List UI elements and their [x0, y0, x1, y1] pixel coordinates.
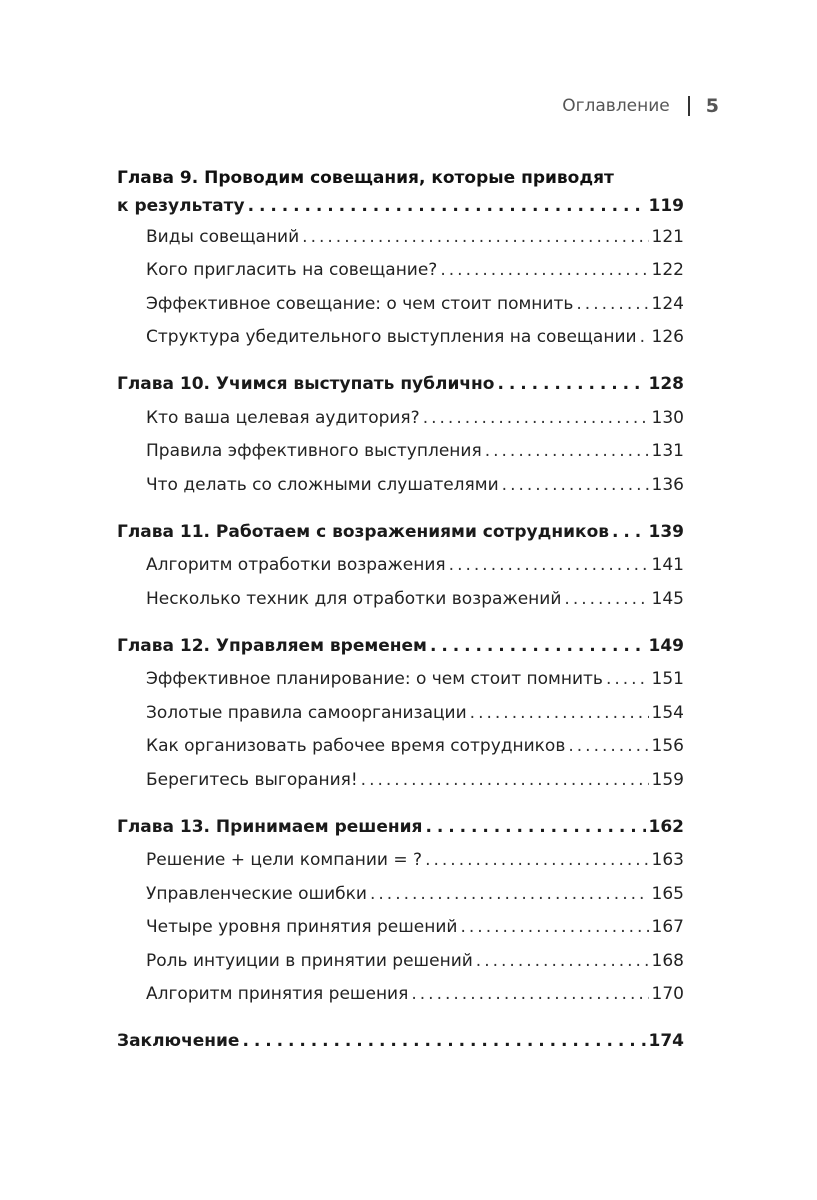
toc-section-title: Кого пригласить на совещание? — [146, 260, 438, 281]
running-head — [562, 95, 719, 117]
toc-section-page: 167 — [651, 917, 684, 938]
dot-leader — [606, 669, 649, 689]
dot-leader — [568, 736, 648, 756]
toc-section-entry[interactable] — [117, 763, 684, 797]
toc-section-title: Берегитесь выгорания! — [146, 769, 358, 790]
toc-section-page: 163 — [651, 850, 684, 871]
toc-section-page: 168 — [651, 950, 684, 971]
dot-leader — [449, 555, 649, 575]
dot-leader — [460, 917, 648, 937]
toc-chapter-block — [117, 164, 684, 354]
toc-section-page: 121 — [651, 226, 684, 247]
toc-chapter-page: 128 — [648, 374, 684, 394]
dot-leader — [425, 850, 648, 870]
dot-leader — [502, 475, 649, 495]
toc-section-title: Структура убедительного выступления на совещании — [146, 327, 637, 348]
running-head-divider — [688, 96, 690, 116]
toc-section-entry[interactable] — [117, 911, 684, 945]
toc-section-entry[interactable] — [117, 401, 684, 435]
dot-leader — [423, 408, 649, 428]
toc-section-title: Несколько техник для отработки возражений — [146, 588, 562, 609]
dot-leader — [242, 1031, 645, 1051]
toc-section-entry[interactable] — [117, 944, 684, 978]
toc-section-page: 154 — [651, 702, 684, 723]
dot-leader — [612, 522, 645, 542]
toc-section-page: 141 — [651, 555, 684, 576]
toc-section-title: Алгоритм отработки возражения — [146, 555, 446, 576]
toc-conclusion-entry[interactable] — [117, 1024, 684, 1058]
toc-section-entry[interactable] — [117, 877, 684, 911]
toc-section-title: Алгоритм принятия решения — [146, 984, 409, 1005]
dot-leader — [470, 703, 649, 723]
toc-chapter-entry[interactable] — [117, 192, 684, 220]
toc-chapter-block — [117, 810, 684, 1012]
toc-section-entry[interactable] — [117, 321, 684, 355]
toc-section-title: Роль интуиции в принятии решений — [146, 950, 473, 971]
dot-leader — [440, 260, 648, 280]
toc-chapter-title: Глава 11. Работаем с возражениями сотрудников — [117, 521, 610, 542]
toc-chapter-entry[interactable] — [117, 367, 684, 401]
toc-section-page: 131 — [651, 441, 684, 462]
page-number: 5 — [705, 95, 719, 117]
toc-chapter-page: 162 — [648, 816, 684, 837]
toc-chapter-title: Глава 10. Учимся выступать публично — [117, 374, 495, 394]
toc-section-entry[interactable] — [117, 435, 684, 469]
toc-chapter-page: 149 — [648, 635, 684, 656]
toc-section-entry[interactable] — [117, 287, 684, 321]
dot-leader — [576, 294, 648, 314]
toc-section-title: Как организовать рабочее время сотрудников — [146, 736, 566, 757]
toc-chapter-block — [117, 367, 684, 502]
toc-section-title: Кто ваша целевая аудитория? — [146, 407, 420, 428]
dot-leader — [411, 984, 648, 1004]
toc-chapter-block — [117, 515, 684, 616]
toc-chapter-page: 174 — [648, 1031, 684, 1051]
toc-chapter-title-line1: Глава 9. Проводим совещания, которые приводят — [117, 168, 614, 188]
toc-section-entry[interactable] — [117, 663, 684, 697]
toc-section-title: Управленческие ошибки — [146, 883, 367, 904]
toc-section-entry[interactable] — [117, 254, 684, 288]
dot-leader — [430, 636, 646, 656]
toc-section-title: Четыре уровня принятия решений — [146, 917, 458, 938]
toc-section-entry[interactable] — [117, 549, 684, 583]
toc-section-entry[interactable] — [117, 468, 684, 502]
toc-section-title: Золотые правила самоорганизации — [146, 702, 467, 723]
toc-section-title: Решение + цели компании = ? — [146, 850, 423, 871]
toc-section-entry[interactable] — [117, 978, 684, 1012]
toc-section-page: 145 — [651, 588, 684, 609]
dot-leader — [248, 196, 646, 216]
dot-leader — [370, 884, 649, 904]
toc-chapter-block — [117, 629, 684, 797]
toc-section-entry[interactable] — [117, 220, 684, 254]
toc-section-page: 156 — [651, 736, 684, 757]
dot-leader — [425, 817, 645, 837]
toc-chapter-title-line2: к результату — [117, 196, 245, 216]
toc-section-title: Эффективное совещание: о чем стоит помнить — [146, 293, 574, 314]
dot-leader — [476, 951, 649, 971]
toc-chapter-entry[interactable] — [117, 629, 684, 663]
toc-chapter-block — [117, 1024, 684, 1058]
toc-section-title: Что делать со сложными слушателями — [146, 474, 499, 495]
running-head-title: Оглавление — [562, 96, 670, 116]
toc-chapter-title: Глава 13. Принимаем решения — [117, 816, 423, 837]
toc-section-title: Эффективное планирование: о чем стоит помнить — [146, 669, 603, 690]
toc-section-entry[interactable] — [117, 582, 684, 616]
toc-chapter-entry[interactable] — [117, 515, 684, 549]
toc-section-title: Виды совещаний — [146, 226, 300, 247]
toc-section-entry[interactable] — [117, 696, 684, 730]
dot-leader — [302, 227, 648, 247]
toc-chapter-title: Заключение — [117, 1031, 240, 1051]
toc-section-page: 151 — [651, 669, 684, 690]
toc-section-title: Правила эффективного выступления — [146, 441, 482, 462]
dot-leader — [640, 327, 649, 347]
toc-section-entry[interactable] — [117, 844, 684, 878]
toc-chapter-page: 139 — [648, 521, 684, 542]
dot-leader — [485, 441, 649, 461]
toc-chapter-entry[interactable] — [117, 810, 684, 844]
toc-section-page: 136 — [651, 474, 684, 495]
toc-section-entry[interactable] — [117, 730, 684, 764]
toc-section-page: 130 — [651, 407, 684, 428]
dot-leader — [497, 374, 645, 394]
dot-leader — [564, 589, 648, 609]
toc-section-page: 165 — [651, 883, 684, 904]
dot-leader — [361, 770, 649, 790]
toc-section-page: 124 — [651, 293, 684, 314]
toc-chapter-title: Глава 12. Управляем временем — [117, 635, 427, 656]
toc-section-page: 159 — [651, 769, 684, 790]
toc-chapter-page: 119 — [648, 196, 684, 216]
toc-section-page: 126 — [651, 327, 684, 348]
toc-section-page: 122 — [651, 260, 684, 281]
table-of-contents — [117, 164, 684, 1071]
toc-section-page: 170 — [651, 984, 684, 1005]
